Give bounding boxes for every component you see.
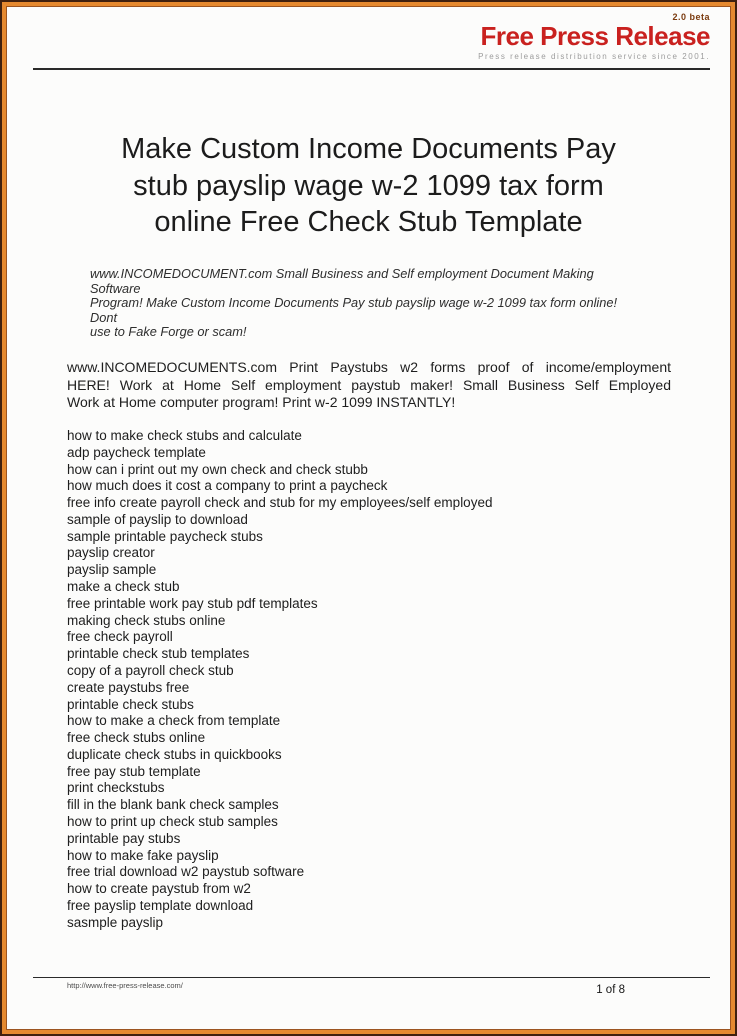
- keyword-line: printable pay stubs: [67, 830, 181, 846]
- keyword-list: [67, 428, 687, 931]
- keyword-line: copy of a payroll check stub: [67, 662, 234, 678]
- summary-line-3: use to Fake Forge or scam!: [90, 324, 247, 340]
- page-number: 1 of 8: [596, 984, 625, 996]
- body-line-3: Work at Home computer program! Print w-2 1099 INSTANTLY!: [67, 394, 456, 410]
- article-title: [7, 131, 730, 241]
- keyword-line: make a check stub: [67, 579, 180, 595]
- footer-divider: [33, 977, 710, 978]
- keyword-line: free trial download w2 paystub software: [67, 864, 305, 880]
- logo-tagline: Press release distribution service since 2001.: [478, 52, 710, 61]
- article-summary: [90, 267, 642, 340]
- keyword-line: duplicate check stubs in quickbooks: [67, 746, 282, 762]
- keyword-line: create paystubs free: [67, 679, 190, 695]
- keyword-line: print checkstubs: [67, 780, 165, 796]
- keyword-line: how can i print out my own check and check stubb: [67, 461, 368, 477]
- keyword-line: free printable work pay stub pdf templates: [67, 595, 318, 611]
- logo-title: Free Press Release: [480, 21, 710, 51]
- keyword-line: free payslip template download: [67, 897, 254, 913]
- keyword-line: payslip creator: [67, 545, 155, 561]
- keyword-line: how to create paystub from w2: [67, 881, 251, 897]
- site-logo: [478, 12, 710, 61]
- keyword-line: how much does it cost a company to print a paycheck: [67, 478, 388, 494]
- keyword-line: how to make a check from template: [67, 713, 281, 729]
- article-title-line-3: online Free Check Stub Template: [154, 206, 583, 238]
- keyword-line: how to make check stubs and calculate: [67, 428, 302, 443]
- summary-line-2: Program! Make Custom Income Documents Pay stub payslip wage w-2 1099 tax form online! Dont: [90, 295, 618, 325]
- header-divider: [33, 68, 710, 70]
- document-page: [6, 6, 731, 1030]
- keyword-line: sample printable paycheck stubs: [67, 528, 263, 544]
- keyword-line: making check stubs online: [67, 612, 226, 628]
- logo-version-label: 2.0 beta: [672, 12, 710, 22]
- keyword-line: printable check stub templates: [67, 646, 250, 662]
- keyword-line: payslip sample: [67, 562, 157, 578]
- article-body: [67, 359, 671, 412]
- keyword-line: free check stubs online: [67, 730, 206, 746]
- keyword-line: sample of payslip to download: [67, 511, 248, 527]
- keyword-line: free info create payroll check and stub for my employees/self employed: [67, 495, 493, 511]
- article-title-line-2: stub payslip wage w-2 1099 tax form: [133, 169, 604, 202]
- article-title-line-1: Make Custom Income Documents Pay: [121, 133, 616, 165]
- keyword-line: free check payroll: [67, 629, 173, 645]
- keyword-line: fill in the blank bank check samples: [67, 797, 279, 813]
- keyword-line: free pay stub template: [67, 763, 201, 779]
- body-line-1: www.INCOMEDOCUMENTS.com Print Paystubs w2 forms proof of income/employment: [67, 359, 671, 375]
- keyword-line: printable check stubs: [67, 696, 194, 712]
- keyword-line: how to make fake payslip: [67, 847, 219, 863]
- body-line-2: HERE! Work at Home Self employment paystub maker! Small Business Self Employed: [67, 376, 671, 393]
- footer-source-url: http://www.free-press-release.com/: [67, 981, 183, 990]
- keyword-line: how to print up check stub samples: [67, 813, 278, 829]
- keyword-line: sasmple payslip: [67, 914, 164, 930]
- keyword-line: adp paycheck template: [67, 444, 206, 460]
- summary-line-1: www.INCOMEDOCUMENT.com Small Business and Self employment Document Making Software: [90, 266, 594, 296]
- page-border-orange: [2, 2, 735, 1034]
